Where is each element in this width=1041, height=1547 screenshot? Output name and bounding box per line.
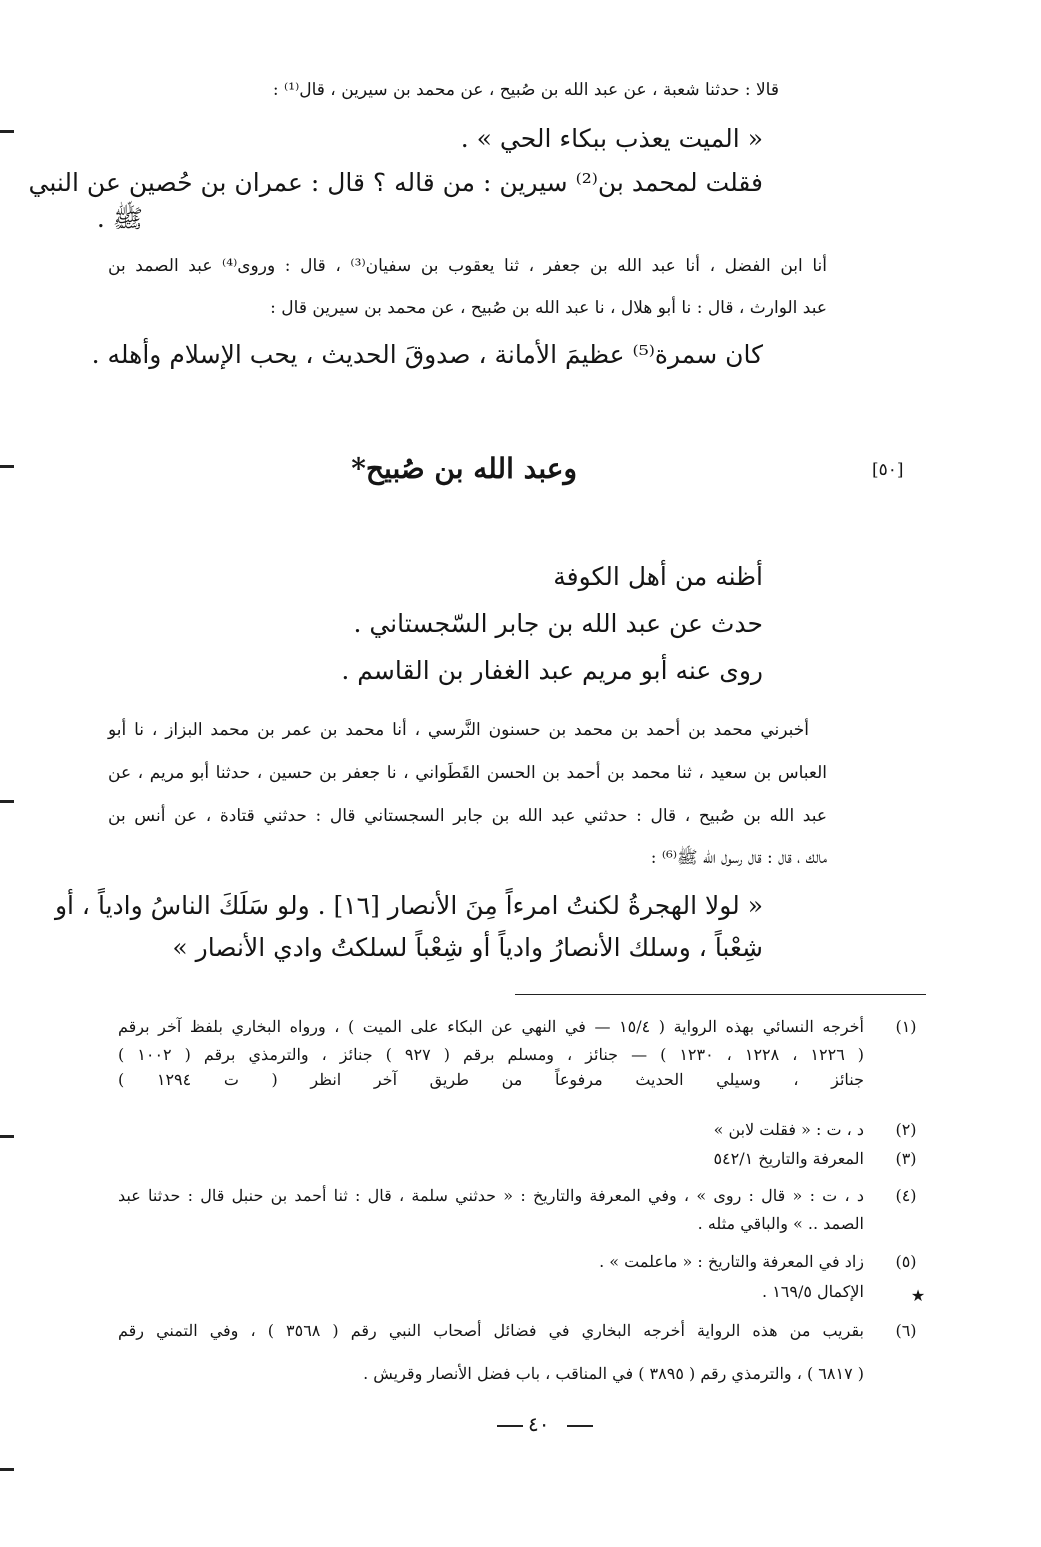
salutation-glyph: ﷺ . <box>96 204 143 233</box>
text-line: قالا : حدثنا شعبة ، عن عبد الله بن صُبيح ، عن محمد بن سيرين ، قال⁽¹⁾ : <box>272 80 779 100</box>
quote-line: « الميت يعذب ببكاء الحي » . <box>460 124 763 153</box>
page-number-dash <box>567 1425 593 1427</box>
page-number: ٤٠ <box>528 1412 550 1436</box>
footnote-line: الصمد .. » والباقي مثله . <box>697 1214 864 1233</box>
footnote-line: د ، ت : « قال : روى » ، وفي المعرفة والتاريخ : « حدثني سلمة ، قال : ثنا أحمد بن حنبل قال : حدثنا عبد <box>118 1186 864 1205</box>
text-line: مالك ، قال : قال رسول الله ﷺ⁽⁶⁾ : <box>650 848 827 868</box>
footnote-line: ( ١٢٢٦ ، ١٢٢٨ ، ١٢٣٠ ) — جنائز ، ومسلم برقم ( ٩٢٧ ) جنائز ، والترمذي برقم ( ١٠٠٢ ) <box>118 1045 865 1064</box>
text-line: عبد الله بن صُبيح ، قال : حدثني عبد الله بن جابر السجستاني قال : حدثني قتادة ، عن أنس بن <box>108 806 827 826</box>
footnote-number: (٦) <box>895 1321 917 1340</box>
footnote-line: المعرفة والتاريخ ٥٤٢/١ <box>713 1149 864 1168</box>
text-line: أخبرني محمد بن أحمد بن محمد بن حسنون النَّرسي ، أنا محمد بن عمر بن محمد البزاز ، نا أبو <box>108 720 809 740</box>
hadith-line: شِعْباً ، وسلك الأنصارُ وادياً أو شِعْباً لسلكتُ وادي الأنصار » <box>172 933 763 962</box>
margin-tick <box>0 465 14 468</box>
entry-number: [٥٠] <box>872 460 904 480</box>
page-number-dash <box>497 1425 523 1427</box>
bio-line: حدث عن عبد الله بن جابر السّجستاني . <box>353 609 763 638</box>
bio-line: روى عنه أبو مريم عبد الغفار بن القاسم . <box>341 656 763 685</box>
margin-tick <box>0 130 14 133</box>
margin-tick <box>0 1135 14 1138</box>
star-marker-icon: ★ <box>910 1286 926 1305</box>
footnote-line: زاد في المعرفة والتاريخ : « ماعلمت » . <box>599 1252 864 1271</box>
footnote-line: أخرجه النسائي بهذه الرواية ( ١٥/٤ — في النهي عن البكاء على الميت ) ، ورواه البخاري بلفظ آخر برقم <box>118 1017 865 1036</box>
footnote-separator <box>515 994 926 995</box>
footnote-number: (٥) <box>895 1252 917 1271</box>
quote-line: كان سمرة⁽⁵⁾ عظيمَ الأمانة ، صدوقَ الحديث ، يحب الإسلام وأهله . <box>91 340 763 369</box>
footnote-number: (٣) <box>895 1149 917 1168</box>
text-line: عبد الوارث ، قال : نا أبو هلال ، نا عبد الله بن صُبيح ، عن محمد بن سيرين قال : <box>270 298 827 318</box>
footnote-number: (٢) <box>895 1120 917 1139</box>
footnote-line: د ، ت : « فقلت لابن » <box>713 1120 864 1139</box>
footnote-line: الإكمال ١٦٩/٥ . <box>762 1282 864 1301</box>
footnote-number: (٤) <box>895 1186 917 1205</box>
margin-tick <box>0 800 14 803</box>
text-line: فقلت لمحمد بن⁽²⁾ سيرين : من قاله ؟ قال : عمران بن حُصين عن النبي <box>28 168 763 197</box>
footnote-line: جنائز ، وسيلي الحديث مرفوعاً من طريق آخر انظر ( ت ١٢٩٤ ) <box>118 1070 865 1089</box>
hadith-line: « لولا الهجرةُ لكنتُ امرءاً مِنَ الأنصار [١٦] . ولو سَلَكَ الناسُ وادياً ، أو <box>54 891 763 920</box>
entry-title: وعبد الله بن صُبيح* <box>351 452 577 485</box>
footnote-number: (١) <box>895 1017 917 1036</box>
text-line: أنا ابن الفضل ، أنا عبد الله بن جعفر ، ثنا يعقوب بن سفيان⁽³⁾ ، قال : وروى⁽⁴⁾ عبد الصمد بن <box>108 256 827 276</box>
text-line: العباس بن سعيد ، ثنا محمد بن أحمد بن الحسن القَطَواني ، نا جعفر بن حسين ، حدثنا أبو مريم ، عن <box>108 763 827 783</box>
bio-line: أظنه من أهل الكوفة <box>553 562 763 591</box>
margin-tick <box>0 1468 14 1471</box>
footnote-line: ( ٦٨١٧ ) ، والترمذي رقم ( ٣٨٩٥ ) في المناقب ، باب فضل الأنصار وقريش . <box>363 1364 864 1383</box>
footnote-line: بقريب من هذه الرواية أخرجه البخاري في فضائل أصحاب النبي رقم ( ٣٥٦٨ ) ، وفي التمني رقم <box>118 1321 864 1340</box>
